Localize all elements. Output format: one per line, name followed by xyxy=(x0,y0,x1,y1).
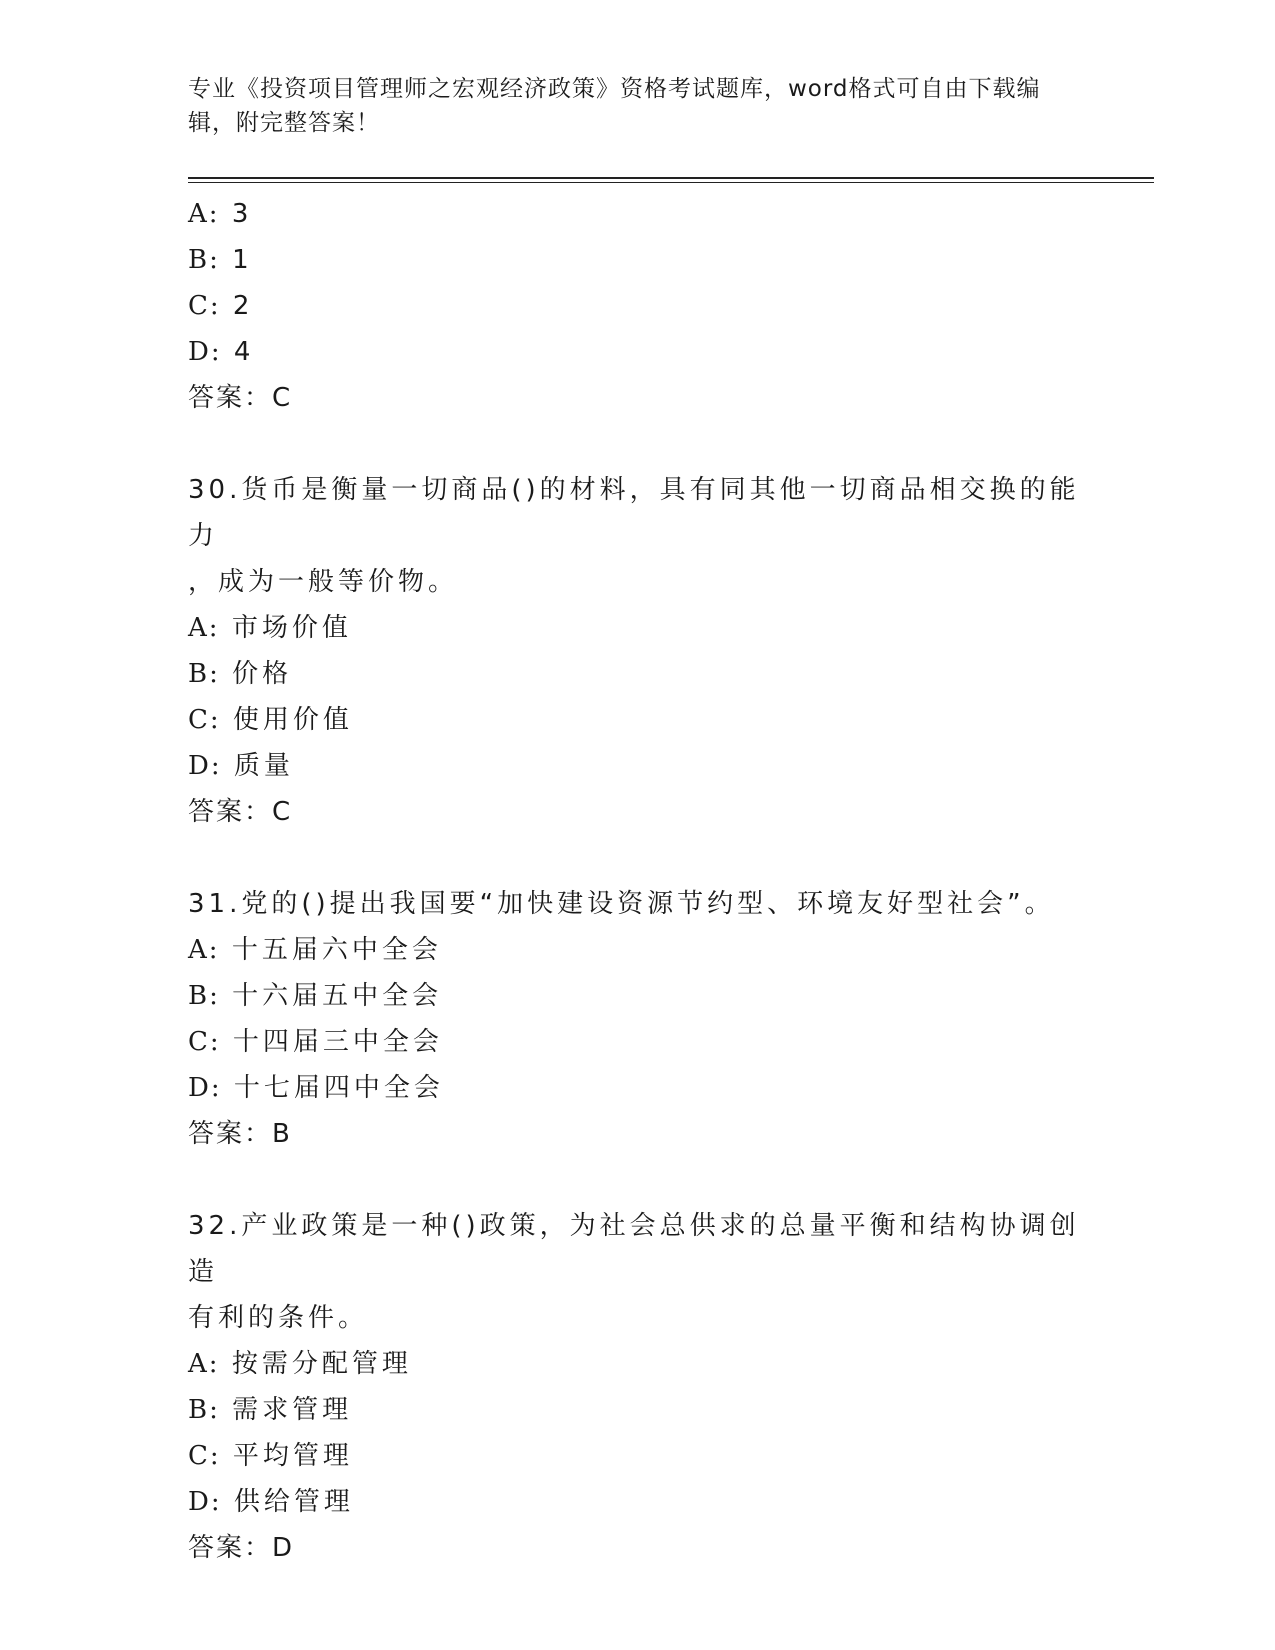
question-stem-continued: ，成为一般等价物。 xyxy=(188,567,459,597)
option-a: A: 市场价值 xyxy=(188,613,352,643)
answer: 答案：C xyxy=(188,383,293,413)
question-block-32 xyxy=(188,1203,1108,1571)
option-d: D: 质量 xyxy=(188,751,294,781)
option-b: B: 1 xyxy=(188,245,253,275)
question-list xyxy=(188,191,1108,1571)
option-b: B: 价格 xyxy=(188,659,293,689)
question-block-30 xyxy=(188,467,1108,835)
answer: 答案：D xyxy=(188,1533,295,1563)
question-stem: 31.党的()提出我国要“加快建设资源节约型、环境友好型社会”。 xyxy=(188,889,1055,919)
question-stem-continued: 有利的条件。 xyxy=(188,1303,369,1333)
question-stem: 30.货币是衡量一切商品()的材料，具有同其他一切商品相交换的能力 xyxy=(188,475,1080,551)
question-stem: 32.产业政策是一种()政策，为社会总供求的总量平衡和结构协调创造 xyxy=(188,1211,1080,1287)
document-header xyxy=(188,72,1068,140)
question-block-31 xyxy=(188,881,1108,1157)
option-d: D: 4 xyxy=(188,337,255,367)
option-a: A: 十五届六中全会 xyxy=(188,935,442,965)
header-line-2: 辑，附完整答案！ xyxy=(188,110,380,136)
option-b: B: 十六届五中全会 xyxy=(188,981,443,1011)
option-c: C: 使用价值 xyxy=(188,705,353,735)
answer: 答案：B xyxy=(188,1119,292,1149)
answer: 答案：C xyxy=(188,797,293,827)
option-c: C: 2 xyxy=(188,291,254,321)
header-line-1: 专业《投资项目管理师之宏观经济政策》资格考试题库，word格式可自由下载编 xyxy=(188,76,1041,102)
header-divider-thin xyxy=(188,182,1154,183)
option-b: B: 需求管理 xyxy=(188,1395,353,1425)
option-d: D: 十七届四中全会 xyxy=(188,1073,444,1103)
option-c: C: 平均管理 xyxy=(188,1441,353,1471)
option-a: A: 按需分配管理 xyxy=(188,1349,412,1379)
option-a: A: 3 xyxy=(188,199,253,229)
option-d: D: 供给管理 xyxy=(188,1487,354,1517)
option-c: C: 十四届三中全会 xyxy=(188,1027,443,1057)
question-block-29 xyxy=(188,191,1108,421)
header-divider-thick xyxy=(188,177,1154,179)
